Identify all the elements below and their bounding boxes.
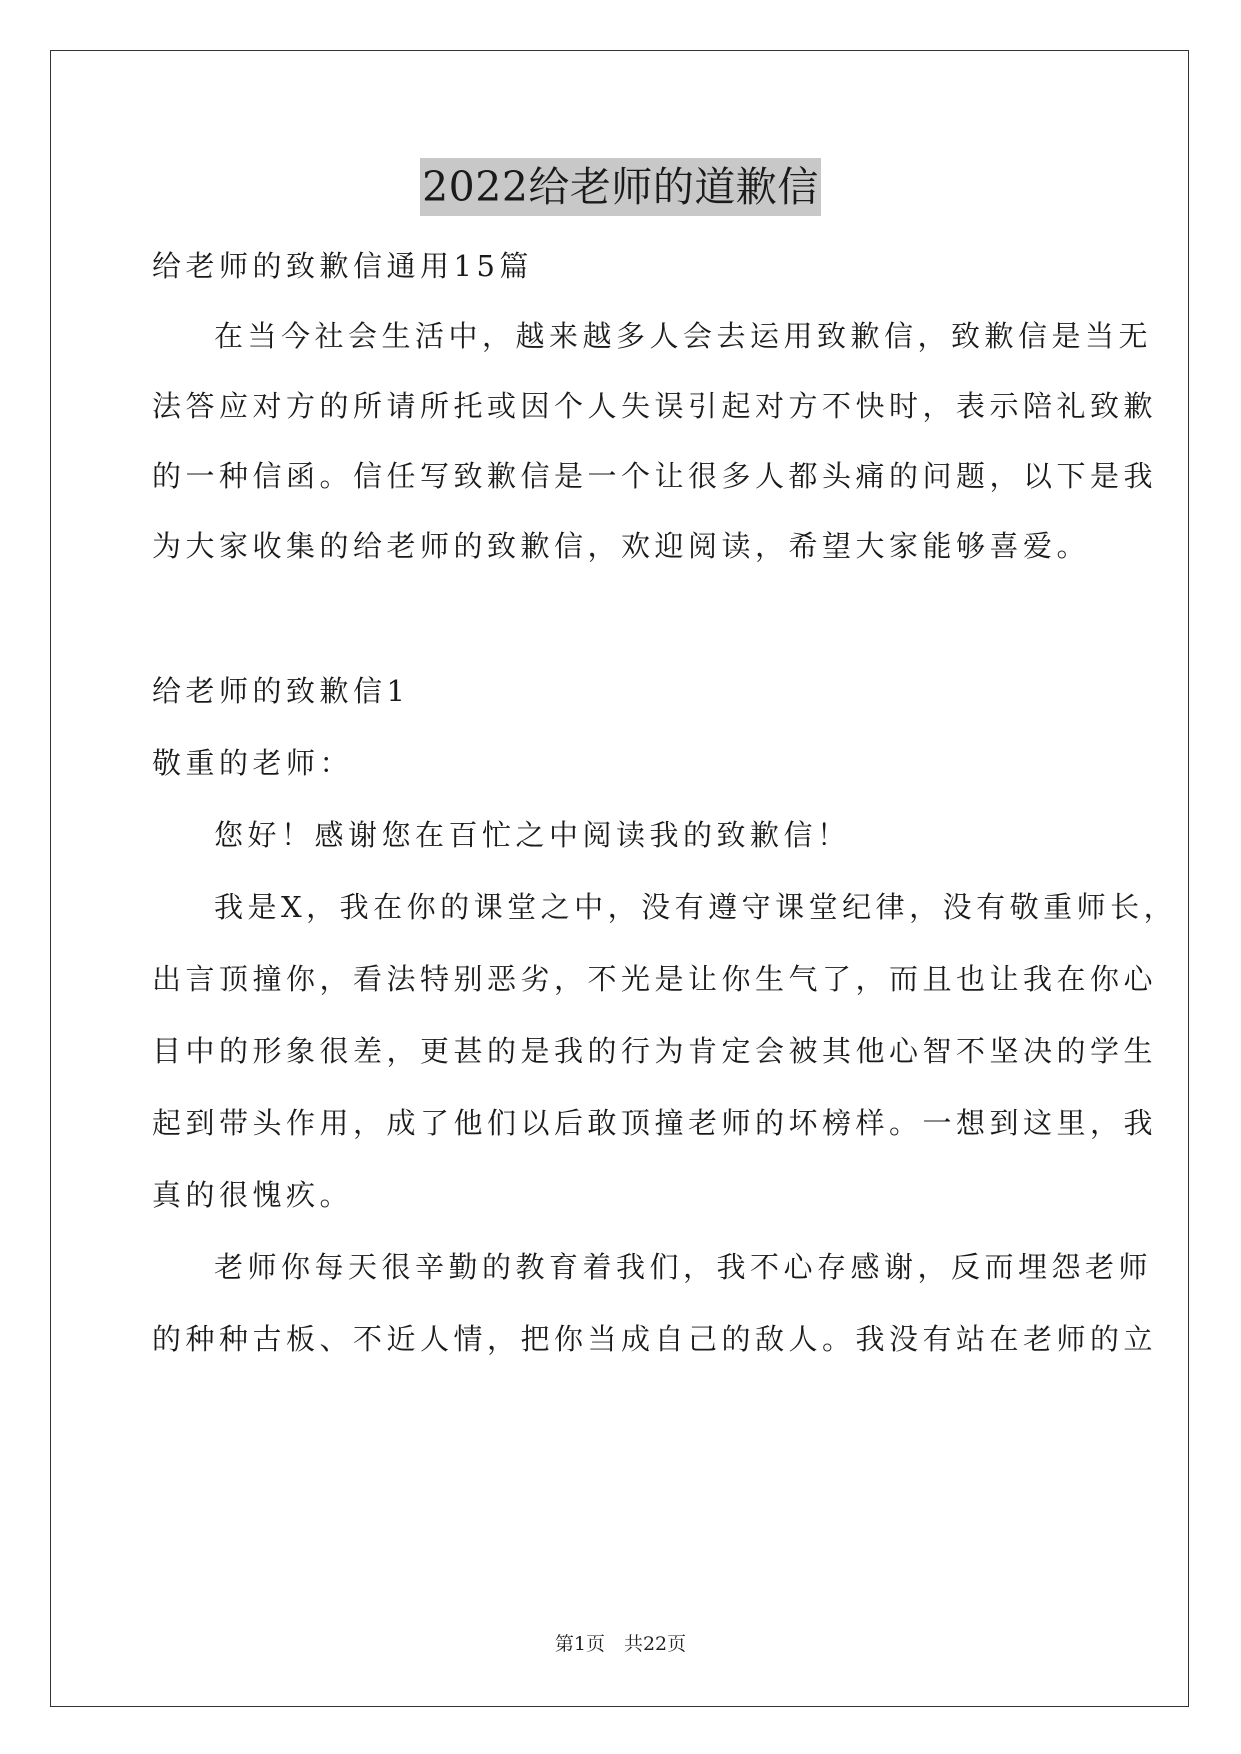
- para1-line-4: 起到带头作用，成了他们以后敢顶撞老师的坏榜样。一想到这里，我: [152, 1106, 1158, 1140]
- para1-line-5: 真的很愧疚。: [152, 1178, 354, 1212]
- document-title: 2022给老师的道歉信: [420, 158, 821, 216]
- page-border: [50, 50, 1189, 1707]
- title-container: [0, 158, 1241, 216]
- greeting: 您好！感谢您在百忙之中阅读我的致歉信！: [214, 818, 851, 852]
- salutation: 敬重的老师：: [152, 746, 354, 780]
- para2-line-2: 的种种古板、不近人情，把你当成自己的敌人。我没有站在老师的立: [152, 1322, 1158, 1356]
- page-footer: 第1页 共22页: [554, 1633, 687, 1655]
- intro-line-4: 为大家收集的给老师的致歉信，欢迎阅读，希望大家能够喜爱。: [152, 529, 1091, 563]
- intro-line-1: 在当今社会生活中，越来越多人会去运用致歉信，致歉信是当无: [214, 319, 1153, 353]
- intro-line-3: 的一种信函。信任写致歉信是一个让很多人都头痛的问题，以下是我: [152, 459, 1158, 493]
- document-subtitle: 给老师的致歉信通用15篇: [152, 249, 533, 283]
- intro-line-2: 法答应对方的所请所托或因个人失误引起对方不快时，表示陪礼致歉: [152, 389, 1158, 423]
- para1-line-2: 出言顶撞你，看法特别恶劣，不光是让你生气了，而且也让我在你心: [152, 962, 1158, 996]
- para1-line-1: 我是X，我在你的课堂之中，没有遵守课堂纪律，没有敬重师长，: [214, 890, 1178, 924]
- para2-line-1: 老师你每天很辛勤的教育着我们，我不心存感谢，反而埋怨老师: [214, 1250, 1153, 1284]
- para1-line-3: 目中的形象很差，更甚的是我的行为肯定会被其他心智不坚决的学生: [152, 1034, 1158, 1068]
- section-heading: 给老师的致歉信1: [152, 674, 410, 708]
